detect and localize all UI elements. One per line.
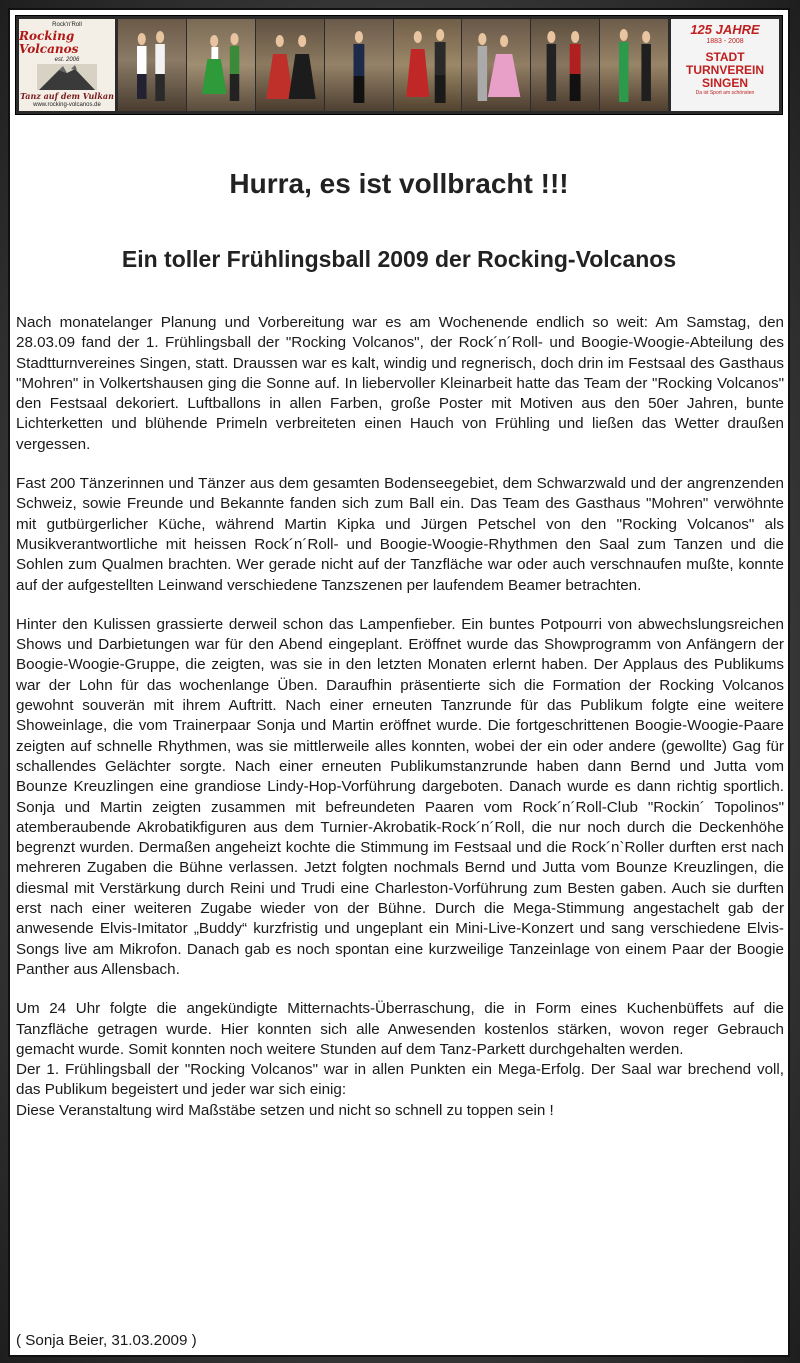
- club-logo-top-text: Rock'n'Roll: [52, 22, 82, 28]
- dancers-photo: [118, 19, 186, 111]
- club-logo-tagline: Tanz auf dem Vulkan: [20, 91, 114, 101]
- club-logo-name: Rocking Volcanos: [19, 29, 79, 56]
- dancers-photo: [600, 19, 668, 111]
- paragraph: Nach monatelanger Planung und Vorbereitung war es am Wochenende endlich so weit: Am Samstag, den 28.03.09 fand der 1. Frühlingsball der "Rocking Volcanos", der Rock´n´Roll- und Boogie-Woogie-Abteilung des Stadtturnvereines Singen, statt. Draussen war es kalt, windig und regnerisch, doch drin im Festsaal des Gasthaus "Mohren" in Volkertshausen ging die Sonne auf. In liebervoller Kleinarbeit hatte das Team der "Rocking Volcanos" den Festsaal dekoriert. Luftballons in allen Farben, große Poster mit Motiven aus den 50er Jahren, bunte Lichterketten und blühende Primeln verbreiteten einen Hauch von Frühling und ließen das Wetter draußen vergessen.: [16, 314, 784, 453]
- anniversary-slogan: Da ist Sport am schönsten: [695, 90, 755, 96]
- subheadline: Ein toller Frühlingsball 2009 der Rocking-Volcanos: [121, 246, 677, 272]
- author-signature: ( Sonja Beier, 31.03.2009 ): [16, 1332, 197, 1349]
- volcano-icon: [37, 64, 97, 90]
- dancers-photo: [394, 19, 462, 111]
- paragraph: Hinter den Kulissen grassierte derweil schon das Lampenfieber. Ein buntes Potpourri von abwechslungsreichen Shows und Darbietungen war für den Abend eingeplant. Eröffnet wurde das Showprogramm von Anfängern der Boogie-Woogie-Gruppe, die zeigten, was sie in den letzten Monaten erlernt haben. Der Applaus des Publikums war der Lohn für das wochenlange Üben. Daraufhin präsentierte sich die Formation der Rocking Volcanos gewohnt souverän mit ihrem Auftritt. Nach einer erneuten Tanzrunde für das Publikum folgte eine weitere Showeinlage, die vom Trainerpaar Sonja und Martin eröffnet wurde. Die fortgeschrittenen Boogie-Woogie-Paare zeigten auf schnelle Rhythmen, was sie mittlerweile alles konnten, wobei der ein oder andere (gewollte) Gag für schallendes Gelächter sorgte. Nach einer erneuten Publikumstanzrunde haben dann Bernd und Jutta vom Bounze Kreuzlingen eine grandiose Lindy-Hop-Vorführung dargeboten. Danach wurde es dann richtig sportlich. Sonja und Martin zeigten zusammen mit befreundeten Paaren vom Rock´n´Roll-Club "Rockin´ Topolinos" atemberaubende Akrobatikfiguren aus dem Turnier-Akrobatik-Rock´n´Roll, die nur noch durch die Deckenhöhe begrenzt wurden. Dermaßen angeheizt kochte die Stimmung im Festsaal und die Rock´n`Roller durften erst nach mehreren Zugaben die Bühne verlassen. Jetzt folgten nochmals Bernd und Jutta vom Bounze Kreuzlingen, die diesmal mit Verstärkung durch Reini und Trudi eine Charleston-Vorführung zum Besten gaben. Auch sie durften erst nach einer weiteren Zugabe wieder von der Bühne. Durch die Mega-Stimmung angestachelt gab der anwesende Elvis-Imitator „Buddy“ kurzfristig und ungeplant ein Mini-Live-Konzert und sang verschiedene Elvis-Songs live am Mikrofon. Danach gab es noch spontan eine kurzweilige Tanzeinlage von einem Paar der Boogie Panther aus Allensbach.: [16, 615, 784, 978]
- anniversary-title: 125 JAHRE: [690, 22, 760, 37]
- anniversary-years: 1883 - 2008: [706, 38, 744, 45]
- club-logo-est: est. 2006: [54, 57, 80, 63]
- org-line-2: TURNVEREIN: [685, 63, 764, 77]
- club-logo-url: www.rocking-volcanos.de: [33, 102, 101, 108]
- rocking-volcanos-logo: [19, 19, 115, 111]
- org-line-1: STADT: [705, 50, 745, 64]
- dance-photo-strip: [118, 19, 668, 111]
- stadtturnverein-logo: [671, 19, 779, 111]
- dancers-photo: [462, 19, 530, 111]
- article-body: [16, 313, 784, 1121]
- dancers-photo: [187, 19, 255, 111]
- dancers-photo: [531, 19, 599, 111]
- headline: Hurra, es ist vollbracht !!!: [229, 168, 569, 199]
- dancers-photo: [256, 19, 324, 111]
- paragraph: Diese Veranstaltung wird Maßstäbe setzen und nicht so schnell zu toppen sein !: [16, 1101, 554, 1119]
- paragraph: Um 24 Uhr folgte die angekündigte Mitternachts-Überraschung, die in Form eines Kuchenbüffets auf die Tanzfläche getragen wurde. Hier konnten sich alle Anwesenden kostenlos stärken, wovon reger Gebrauch gemacht wurde. Somit konnten noch weitere Stunden auf dem Tanz-Parkett durchgehalten werden.: [16, 1000, 784, 1058]
- header-banner: [15, 15, 783, 115]
- org-line-3: SINGEN: [701, 76, 748, 90]
- document-page: [8, 8, 790, 1357]
- paragraph: Der 1. Frühlingsball der "Rocking Volcanos" war in allen Punkten ein Mega-Erfolg. Der Saal war brechend voll, das Publikum begeistert und jeder war sich einig:: [16, 1061, 784, 1099]
- paragraph: Fast 200 Tänzerinnen und Tänzer aus dem gesamten Bodenseegebiet, dem Schwarzwald und der angrenzenden Schweiz, sowie Freunde und Bekannte fanden sich zum Ball ein. Das Team des Gasthaus "Mohren" verwöhnte mit gutbürgerlicher Küche, während Martin Kipka und Jürgen Petschel von den "Rocking Volcanos" als Musikverantwortliche mit heissen Rock´n´Roll- und Boogie-Woogie-Rhythmen den Saal zum Tanzen und die Sohlen zum Qualmen brachten. Wer gerade nicht auf der Tanzfläche war oder auch verschnaufen mußte, konnte auf der aufgestellten Leinwand verschiedene Tanzszenen per laufendem Beamer betrachten.: [16, 475, 784, 594]
- dancers-photo: [325, 19, 393, 111]
